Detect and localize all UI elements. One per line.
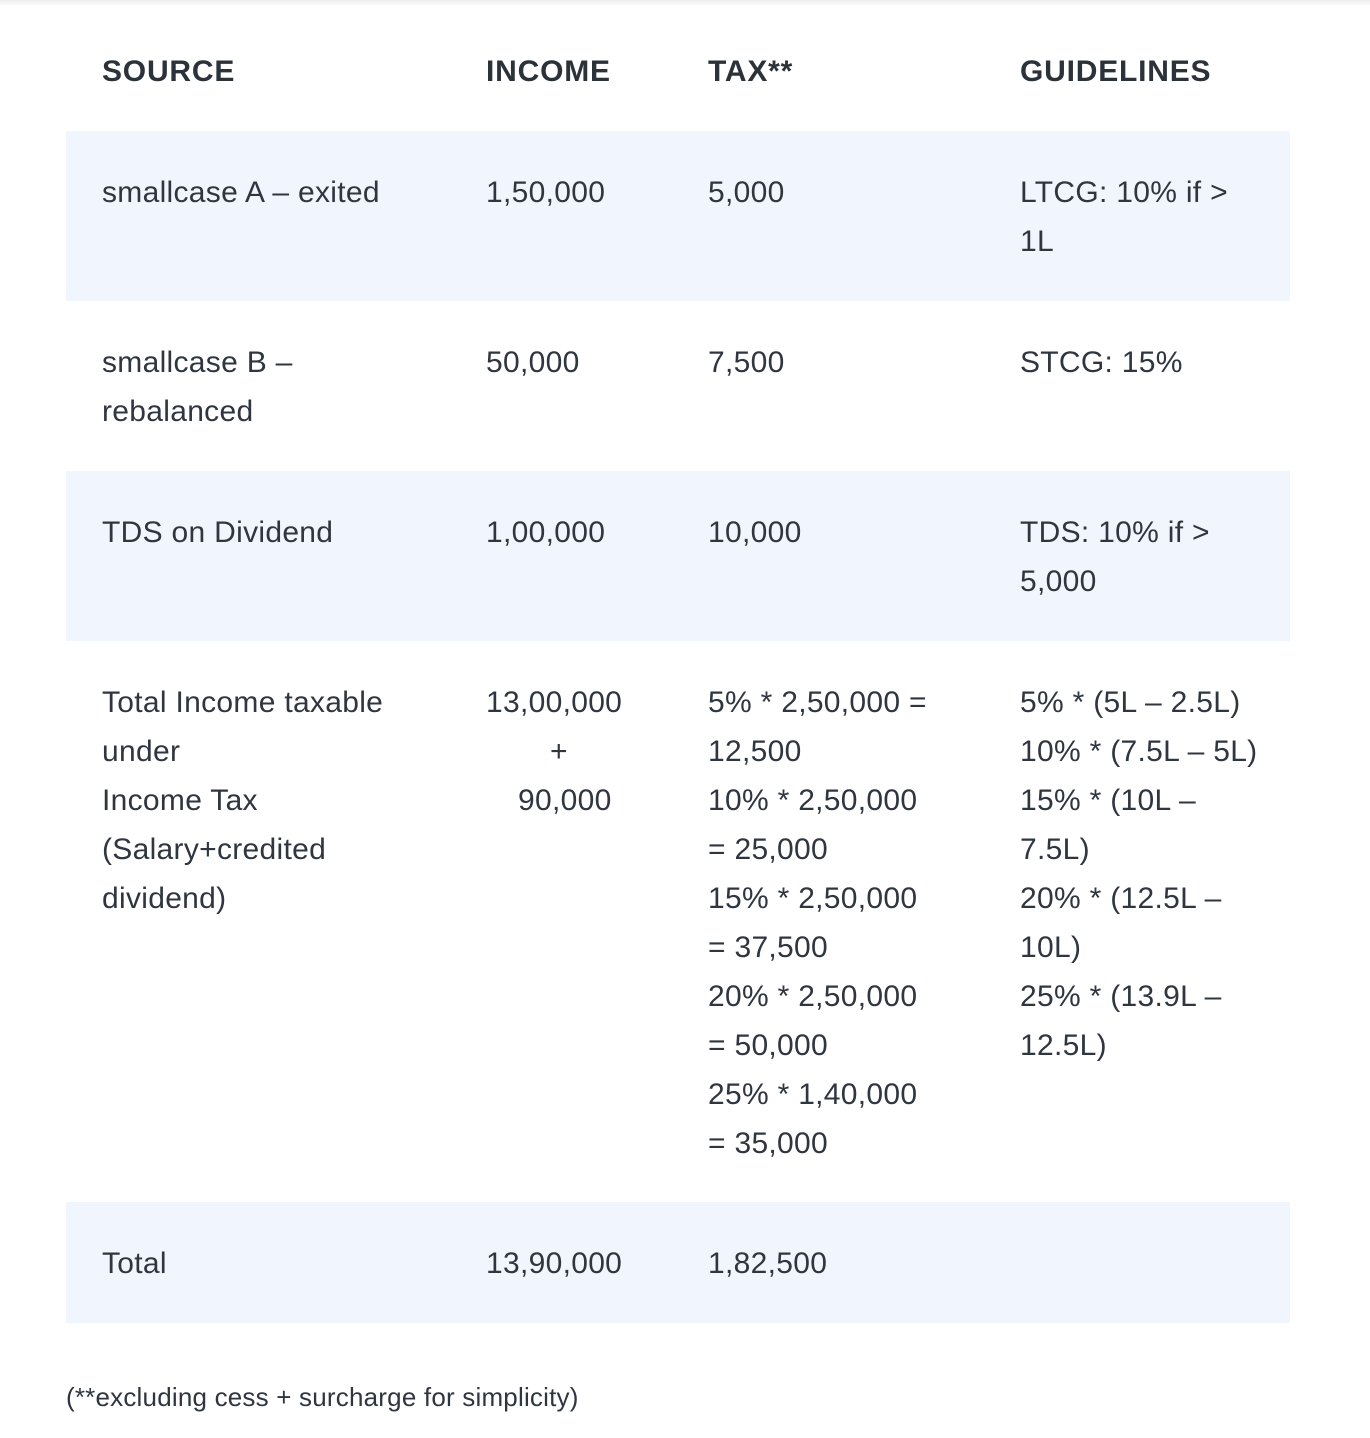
cell-guidelines: [1020, 338, 1290, 471]
cell-income: [486, 678, 708, 1202]
cell-text: rebalanced: [102, 395, 254, 428]
cell-source: [66, 508, 486, 641]
cell-guidelines: [1020, 168, 1290, 301]
cell-text: 13,00,000: [486, 686, 623, 719]
cell-text: = 25,000: [708, 833, 829, 866]
cell-text: 10% * 2,50,000: [708, 784, 918, 817]
cell-text: 90,000: [518, 784, 612, 817]
cell-text: under: [102, 735, 181, 768]
tax-table: [66, 0, 1290, 1323]
table-header: [66, 0, 1290, 131]
cell-text: 10% * (7.5L – 5L): [1020, 735, 1258, 768]
cell-text: TDS on Dividend: [102, 516, 334, 549]
header-source: SOURCE: [102, 55, 236, 88]
cell-guidelines: [1020, 1239, 1290, 1323]
cell-text: = 37,500: [708, 931, 829, 964]
cell-text: Total: [102, 1247, 167, 1280]
cell-text: 5,000: [1020, 565, 1097, 598]
cell-text: 5,000: [708, 176, 785, 209]
footnote: (**excluding cess + surcharge for simplicity): [66, 1382, 579, 1412]
cell-text: dividend): [102, 882, 227, 915]
cell-income: [486, 1239, 708, 1323]
cell-tax: [708, 508, 1020, 641]
header-income: INCOME: [486, 55, 611, 88]
cell-tax: [708, 168, 1020, 301]
cell-text: smallcase B –: [102, 346, 293, 379]
cell-income: [486, 508, 708, 641]
cell-text: 20% * 2,50,000: [708, 980, 918, 1013]
cell-text: 5% * 2,50,000 =: [708, 686, 927, 719]
cell-tax: [708, 678, 1020, 1202]
header-guidelines: GUIDELINES: [1020, 55, 1212, 88]
table-row: [66, 131, 1290, 301]
cell-text: = 35,000: [708, 1127, 829, 1160]
cell-text: LTCG: 10% if >: [1020, 176, 1228, 209]
cell-text: 13,90,000: [486, 1247, 623, 1280]
cell-source: [66, 168, 486, 301]
cell-text: 25% * (13.9L –: [1020, 980, 1222, 1013]
cell-text: 10,000: [708, 516, 802, 549]
cell-text: 25% * 1,40,000: [708, 1078, 918, 1111]
table-row: [66, 301, 1290, 471]
table-row-total: [66, 1202, 1290, 1323]
cell-text: 1,50,000: [486, 176, 606, 209]
cell-text: STCG: 15%: [1020, 346, 1183, 379]
cell-text: (Salary+credited: [102, 833, 327, 866]
cell-text: Income Tax: [102, 784, 258, 817]
cell-text: 15% * 2,50,000: [708, 882, 918, 915]
cell-text: Total Income taxable: [102, 686, 384, 719]
cell-text: 10L): [1020, 931, 1082, 964]
cell-text: 7.5L): [1020, 833, 1090, 866]
cell-text: smallcase A – exited: [102, 176, 380, 209]
cell-source: [66, 678, 486, 1202]
cell-text: 15% * (10L –: [1020, 784, 1196, 817]
cell-income: [486, 338, 708, 471]
cell-guidelines: [1020, 678, 1290, 1202]
cell-tax: [708, 1239, 1020, 1323]
cell-text: = 50,000: [708, 1029, 829, 1062]
cell-guidelines: [1020, 508, 1290, 641]
cell-text: 7,500: [708, 346, 785, 379]
cell-source: [66, 1239, 486, 1323]
cell-text: 1,00,000: [486, 516, 606, 549]
table-row: [66, 641, 1290, 1202]
cell-text: 12,500: [708, 735, 802, 768]
header-tax: TAX**: [708, 55, 794, 88]
cell-text: 5% * (5L – 2.5L): [1020, 686, 1241, 719]
cell-income: [486, 168, 708, 301]
cell-text: 12.5L): [1020, 1029, 1107, 1062]
cell-text: 50,000: [486, 346, 580, 379]
cell-source: [66, 338, 486, 471]
cell-text: 20% * (12.5L –: [1020, 882, 1222, 915]
cell-text: +: [550, 735, 568, 768]
table-row: [66, 471, 1290, 641]
cell-text: 1L: [1020, 225, 1054, 258]
cell-tax: [708, 338, 1020, 471]
cell-text: 1,82,500: [708, 1247, 828, 1280]
cell-text: TDS: 10% if >: [1020, 516, 1210, 549]
